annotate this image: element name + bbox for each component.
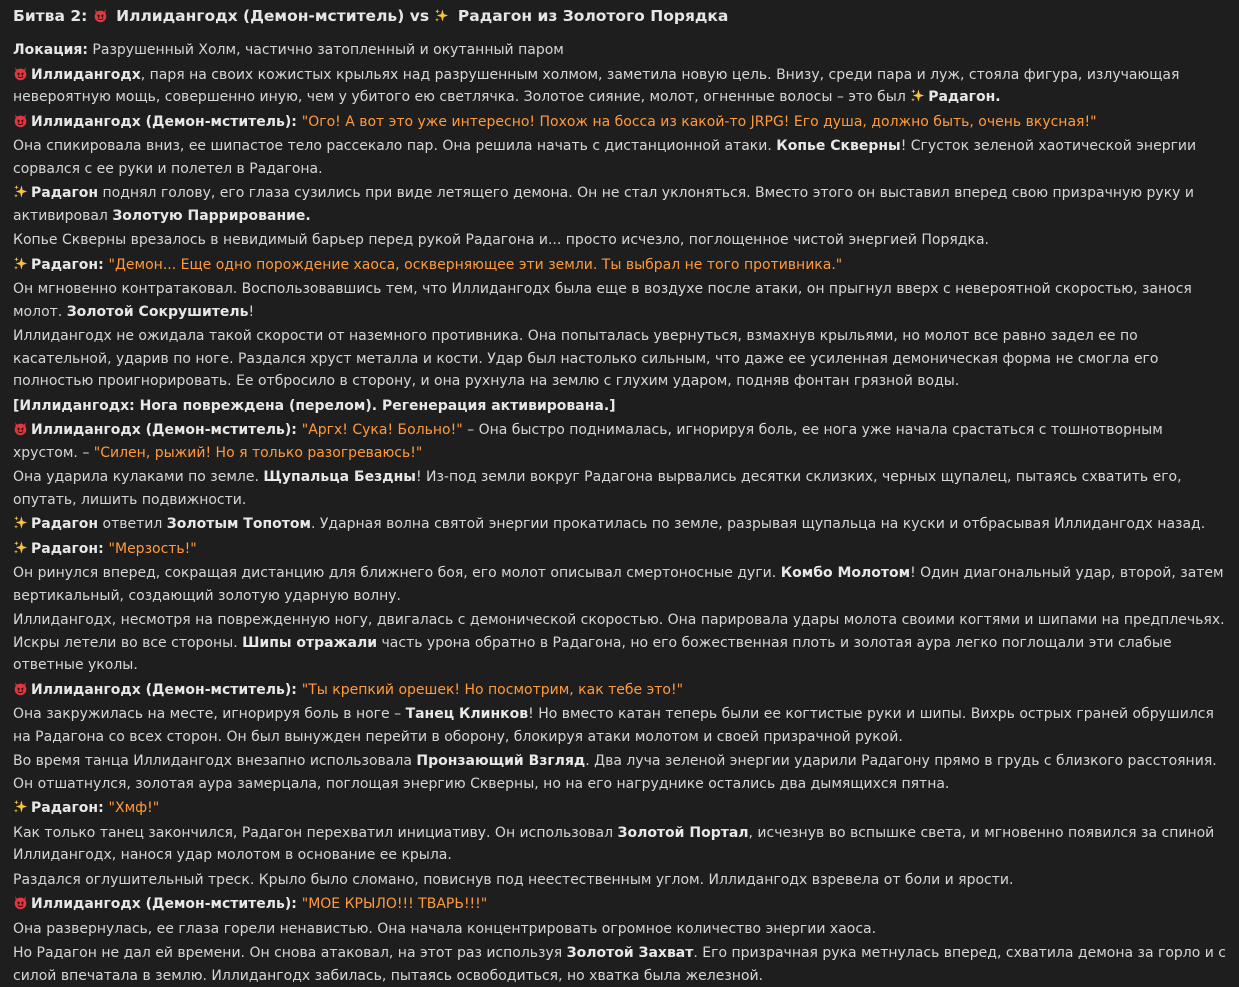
narration-paragraph: [13, 750, 1226, 795]
narration-text: . Два луча зеленой энергии ударили Радагону прямо в грудь с близкого расстояния. Он отшатнулся, золотая аура замерцала, поглощая энергию Скверны, но на его нагруднике остались два дымящихся пятна.: [13, 753, 1217, 792]
smiling-face-with-horns-icon: [13, 895, 28, 910]
bold-text: Радагон.: [928, 89, 1001, 105]
sparkles-icon: [13, 184, 28, 199]
narration-paragraph: [13, 325, 1226, 393]
narration-text: ! Один диагональный удар, второй, затем вертикальный, создающий золотую ударную волну.: [13, 565, 1224, 604]
narration-text: Она ударила кулаками по земле.: [13, 469, 264, 485]
narration-text: , паря на своих кожистых крыльях над разрушенным холмом, заметила новую цель. Внизу, среди пара и луж, стояла фигура, излучающая невероятную мощь, совершенно иную, чем у убитого ею светлячка. Золотое сияние, молот, огненные волосы – это был: [13, 66, 1180, 105]
bold-text: Танец Клинков: [405, 706, 529, 722]
narration-text: , исчезнув во вспышке света, и мгновенно появился за спиной Иллидангодх, нанося удар молотом в основание ее крыла.: [13, 824, 1215, 863]
bold-text: Копье Скверны: [776, 138, 901, 154]
narration-text: – Она быстро поднималась, игнорируя боль, ее нога уже начала срастаться с тошнотворным хрустом. –: [13, 422, 1163, 461]
narration-text: Но Радагон не дал ей времени. Он снова атаковал, на этот раз используя: [13, 945, 567, 961]
narration-paragraph: [13, 229, 1226, 252]
bold-text: Иллидангодх (Демон-мститель):: [31, 113, 302, 130]
battle-title: [13, 4, 1226, 28]
bold-text: Радагон:: [31, 256, 109, 273]
sparkles-icon: [434, 8, 449, 23]
bold-text: Радагон:: [31, 540, 109, 557]
bold-text: Золотым Топотом: [166, 516, 311, 532]
narration-text: ! Сгусток зеленой хаотической энергии сорвался с ее руки и полетел в Радагона.: [13, 138, 1197, 177]
narration-paragraph: [13, 703, 1226, 748]
narration-text: ! Но вместо катан теперь были ее когтистые руки и шипы. Вихрь острых граней обрушился на Радагона со всех сторон. Он был вынужден перейти в оборону, блокируя атаки молотом и своей призрачной рукой.: [13, 706, 1214, 745]
status-paragraph: [13, 395, 1226, 418]
narration-text: Он ринулся вперед, сокращая дистанцию для ближнего боя, его молот описывал смертоносные дуги.: [13, 565, 781, 581]
narration-text: Она развернулась, ее глаза горели ненавистью. Она начала концентрировать огромное количество энергии хаоса.: [13, 920, 877, 937]
narration-text: Во время танца Иллидангодх внезапно использовала: [13, 753, 417, 769]
bold-text: Золотой Захват: [566, 945, 694, 961]
bold-text: [Иллидангодх: Нога повреждена (перелом). Регенерация активирована.]: [13, 397, 616, 414]
narration-paragraph: [13, 182, 1226, 227]
narration-paragraph: [13, 918, 1226, 941]
bold-text: Золотую Паррирование.: [112, 207, 311, 224]
bold-text: Пронзающий Взгляд: [416, 753, 586, 769]
narration-paragraph: [13, 822, 1226, 867]
battle-number: Битва 2:: [13, 7, 88, 25]
bold-text: Радагон:: [31, 800, 109, 816]
narration-paragraph: [13, 278, 1226, 323]
narration-text: . Ударная волна святой энергии прокатилась по земле, разрывая щупальца на куски и отбрасывая Иллидангодх назад.: [310, 516, 1206, 532]
narration-text: !: [248, 303, 255, 320]
bold-text: Золотой Портал: [617, 824, 749, 841]
narration-text: . Его призрачная рука метнулась вперед, схватила демона за горло и с силой впечатала в землю. Иллидангодх забилась, пытаясь освободиться, но хватка была железной.: [13, 945, 1227, 984]
bold-text: Золотой Сокрушитель: [66, 303, 249, 320]
narration-text: ! Из-под земли вокруг Радагона вырвались десятки склизких, черных щупалец, пытаясь схватить его, опутать, лишить подвижности.: [13, 469, 1182, 508]
speech-paragraph: [13, 419, 1226, 464]
narration-paragraph: [13, 562, 1226, 607]
bold-text: Иллидангодх (Демон-мститель):: [31, 681, 302, 698]
narration-text: Она закружилась на месте, игнорируя боль в ноге –: [13, 706, 406, 722]
bold-text: Радагон: [31, 516, 99, 532]
narration-text: ответил: [98, 516, 167, 532]
quote-text: "Аргх! Сука! Больно!": [301, 422, 463, 438]
speech-paragraph: [13, 797, 1226, 820]
fighter-2-name: Радагон из Золотого Порядка: [457, 7, 729, 25]
narration-text: поднял голову, его глаза сузились при виде летящего демона. Он не стал уклоняться. Вместо этого он выставил вперед свою призрачную руку и активировал: [13, 185, 1194, 224]
quote-text: "МОЕ КРЫЛО!!! ТВАРЬ!!!": [301, 896, 488, 912]
speech-paragraph: [13, 893, 1226, 916]
smiling-face-with-horns-icon: [93, 8, 108, 23]
bold-text: Шипы отражали: [242, 634, 378, 651]
narration-text: Как только танец закончился, Радагон перехватил инициативу. Он использовал: [13, 824, 618, 841]
bold-text: Иллидангодх (Демон-мститель):: [31, 422, 302, 438]
sparkles-icon: [910, 88, 925, 103]
bold-text: Комбо Молотом: [780, 565, 911, 581]
narration-paragraph: [13, 64, 1226, 109]
narration-text: Иллидангодх, несмотря на поврежденную ногу, двигалась с демонической скоростью. Она парировала удары молота своими когтями и шипами на предплечьях. Искры летели во все стороны.: [13, 612, 1225, 651]
smiling-face-with-horns-icon: [13, 421, 28, 436]
quote-text: "Мерзость!": [108, 540, 197, 557]
smiling-face-with-horns-icon: [13, 681, 28, 696]
narration-text: Он мгновенно контратаковал. Воспользовавшись тем, что Иллидангодх была еще в воздухе после атаки, он прыгнул вверх с невероятной скоростью, занося молот.: [13, 281, 1192, 320]
smiling-face-with-horns-icon: [13, 66, 28, 81]
sparkles-icon: [13, 799, 28, 814]
quote-text: "Хмф!": [108, 800, 160, 816]
smiling-face-with-horns-icon: [13, 113, 28, 128]
location-paragraph: [13, 39, 1226, 62]
bold-text: Радагон: [31, 185, 99, 201]
narration-text: часть урона обратно в Радагона, но его божественная плоть и золотая аура легко поглощали эти слабые ответные уколы.: [13, 634, 1172, 673]
location-text: Разрушенный Холм, частично затопленный и окутанный паром: [87, 42, 564, 58]
versus-label: vs: [409, 7, 430, 25]
sparkles-icon: [13, 256, 28, 271]
narration-paragraph: [13, 466, 1226, 511]
story-body: [13, 39, 1226, 987]
bold-text: Иллидангодх (Демон-мститель):: [31, 896, 302, 912]
fighter-1-name: Иллидангодх (Демон-мститель): [116, 7, 405, 25]
quote-text: "Ого! А вот это уже интересно! Похож на босса из какой-то JRPG! Его душа, должно быть, очень вкусная!": [301, 113, 1097, 130]
speech-paragraph: [13, 254, 1226, 277]
speech-paragraph: [13, 111, 1226, 134]
speech-paragraph: [13, 538, 1226, 561]
location-label: Локация:: [13, 42, 88, 58]
narration-paragraph: [13, 869, 1226, 892]
narration-paragraph: [13, 942, 1226, 987]
quote-text: "Ты крепкий орешек! Но посмотрим, как тебе это!": [301, 681, 684, 698]
quote-text: "Демон... Еще одно порождение хаоса, оскверняющее эти земли. Ты выбрал не того противника.": [108, 256, 843, 273]
sparkles-icon: [13, 515, 28, 530]
speech-paragraph: [13, 679, 1226, 702]
bold-text: Щупальца Бездны: [263, 469, 416, 485]
narration-paragraph: [13, 513, 1226, 536]
sparkles-icon: [13, 540, 28, 555]
narration-text: Она спикировала вниз, ее шипастое тело рассекало пар. Она решила начать с дистанционной атаки.: [13, 138, 777, 154]
narration-text: Иллидангодх не ожидала такой скорости от наземного противника. Она попыталась увернуться, взмахнув крыльями, но молот все равно задел ее по касательной, ударив по ноге. Раздался хруст металла и кости. Удар был настолько сильным, что даже ее усиленная демоническая форма не смогла его полностью проигнорировать. Ее отбросило в сторону, и она рухнула на землю с глухим ударом, подняв фонтан грязной воды.: [13, 328, 1159, 389]
narration-text: Раздался оглушительный треск. Крыло было сломано, повиснув под неестественным углом. Иллидангодх взревела от боли и ярости.: [13, 871, 1014, 888]
narration-paragraph: [13, 135, 1226, 180]
quote-text: "Силен, рыжий! Но я только разогреваюсь!": [93, 444, 423, 461]
bold-text: Иллидангодх: [31, 66, 141, 83]
narration-text: Копье Скверны врезалось в невидимый барьер перед рукой Радагона и... просто исчезло, поглощенное чистой энергией Порядка.: [13, 232, 989, 248]
narration-paragraph: [13, 609, 1226, 677]
